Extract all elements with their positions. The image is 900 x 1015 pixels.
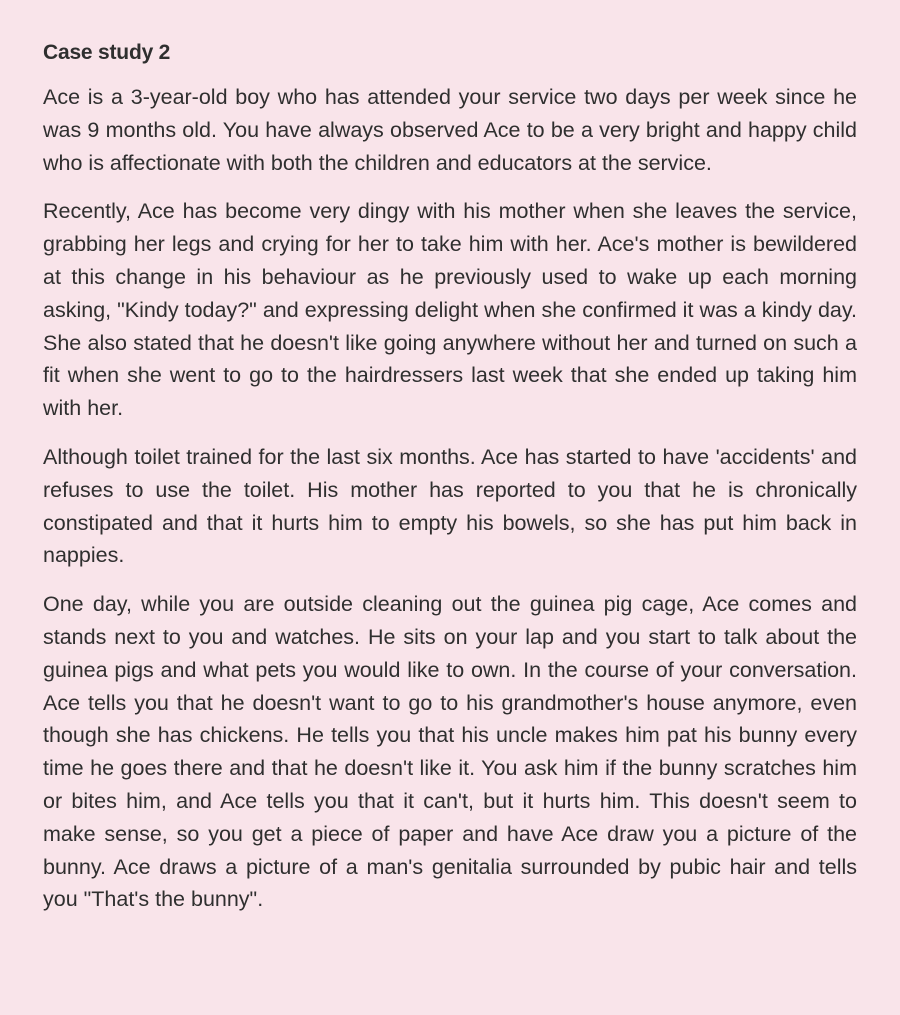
case-study-heading: Case study 2 <box>43 41 171 64</box>
paragraph-intro: Ace is a 3-year-old boy who has attended your service two days per week since he was 9 months old. You have always observed Ace to be a very bright and happy child who is affectionate with both the children and educators at the service. <box>43 85 857 175</box>
paragraph-toileting: Although toilet trained for the last six months. Ace has started to have 'accidents' and refuses to use the toilet. His mother has reported to you that he is chronically constipated and that it hurts him to empty his bowels, so she has put him back in nappies. <box>43 444 857 568</box>
paragraph-separation-behaviour: Recently, Ace has become very dingy with his mother when she leaves the service, grabbing her legs and crying for her to take him with her. Ace's mother is bewildered at this change in his behaviour as he previously used to wake up each morning asking, "Kindy today?" and expressing delight when she confirmed it was a kindy day. She also stated that he doesn't like going anywhere without her and turned on such a fit when she went to go to the hairdressers last week that she ended up taking him with her. <box>43 199 857 421</box>
paragraph-disclosure: One day, while you are outside cleaning out the guinea pig cage, Ace comes and stands next to you and watches. He sits on your lap and you start to talk about the guinea pigs and what pets you would like to own. In the course of your conversation. Ace tells you that he doesn't want to go to his grandmother's house anymore, even though she has chickens. He tells you that his uncle makes him pat his bunny every time he goes there and that he doesn't like it. You ask him if the bunny scratches him or bites him, and Ace tells you that it can't, but it hurts him. This doesn't seem to make sense, so you get a piece of paper and have Ace draw you a picture of the bunny. Ace draws a picture of a man's genitalia surrounded by pubic hair and tells you "That's the bunny". <box>43 592 857 912</box>
